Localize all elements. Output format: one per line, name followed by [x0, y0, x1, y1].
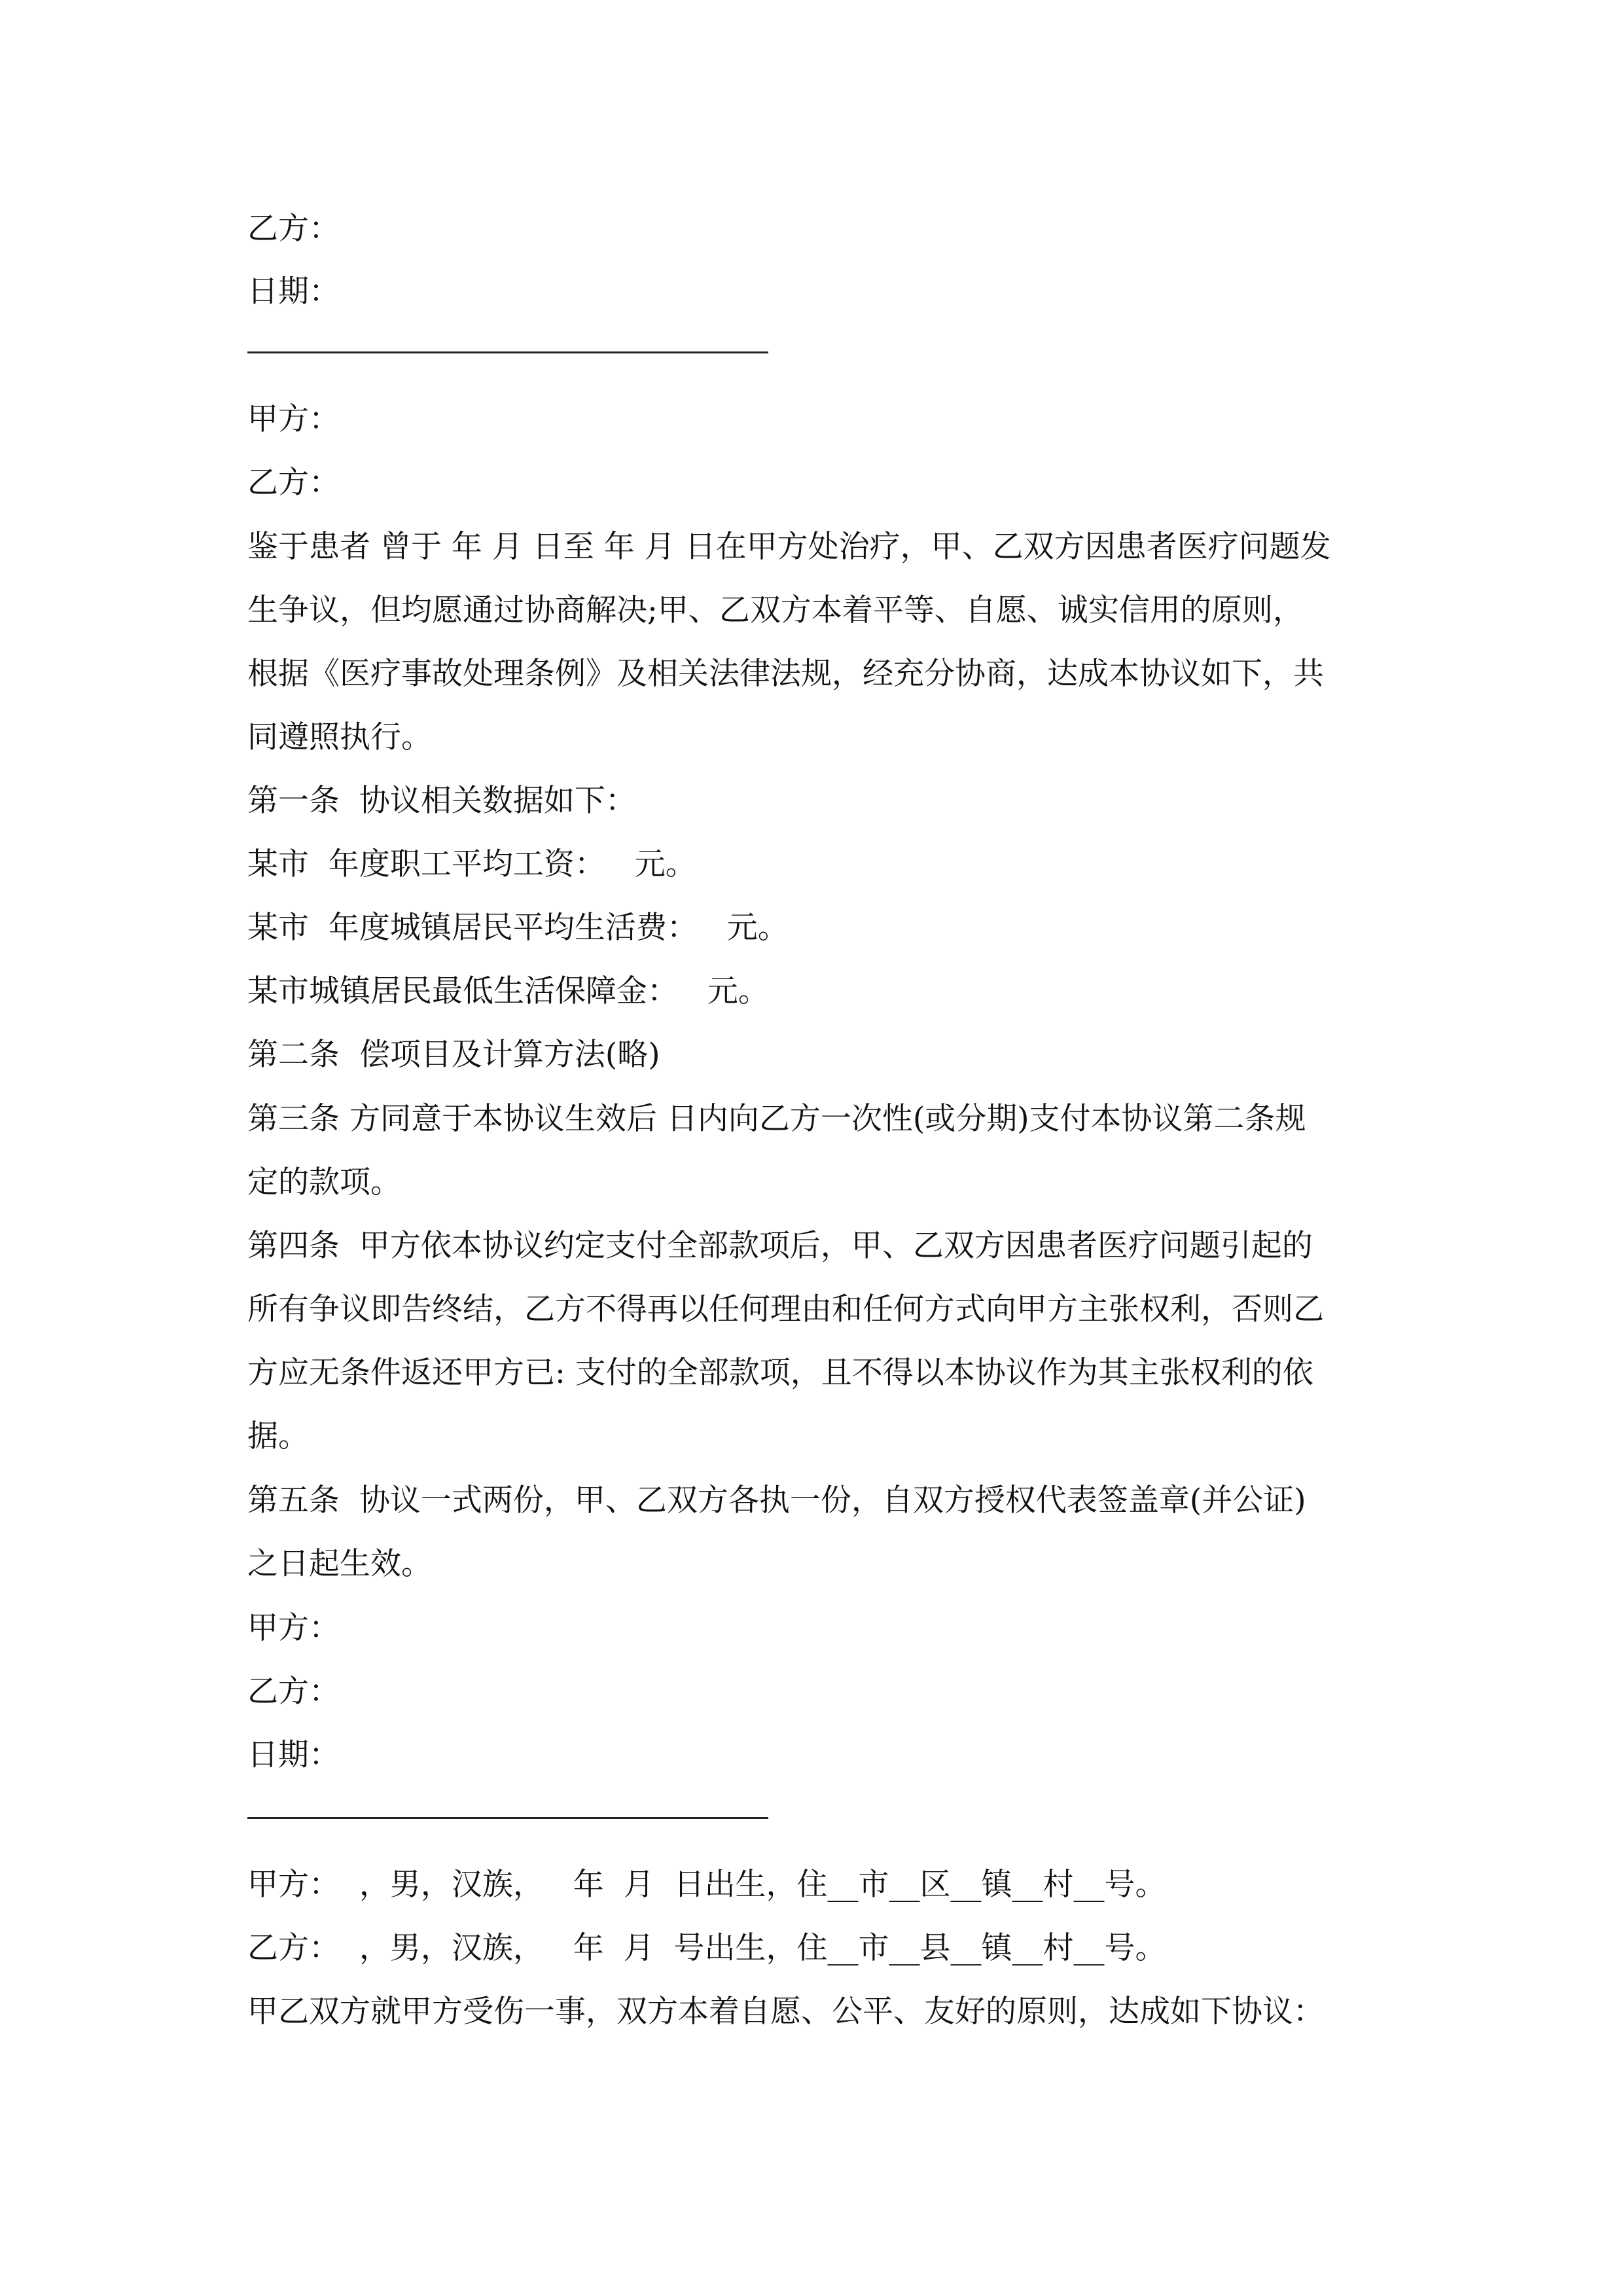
article-4-line: 据。 — [247, 1418, 309, 1454]
article-3-line: 第三条 方同意于本协议生效后 日内向乙方一次性(或分期)支付本协议第二条规 — [247, 1101, 1306, 1137]
preamble-line: 同遵照执行。 — [247, 719, 432, 755]
section-divider — [247, 1817, 768, 1819]
party-b-label: 乙方： — [247, 211, 340, 247]
article-4-line: 所有争议即告终结，乙方不得再以任何理由和任何方式向甲方主张权利，否则乙 — [247, 1291, 1324, 1327]
party-a-info: 甲方： ，男，汉族， 年 月 日出生，住__市__区__镇__村__号。 — [247, 1867, 1166, 1903]
article-2: 第二条 偿项目及计算方法(略) — [247, 1037, 660, 1073]
article-5-line: 第五条 协议一式两份，甲、乙双方各执一份，自双方授权代表签盖章(并公证) — [247, 1482, 1306, 1518]
data-line-living-cost: 某市 年度城镇居民平均生活费： 元。 — [247, 910, 789, 946]
data-line-average-wage: 某市 年度职工平均工资： 元。 — [247, 846, 696, 882]
article-3-line: 定的款项。 — [247, 1164, 401, 1200]
article-4-line: 方应无条件返还甲方已: 支付的全部款项，且不得以本协议作为其主张权利的依 — [247, 1355, 1313, 1391]
preamble-line: 鉴于患者 曾于 年 月 日至 年 月 日在甲方处治疗，甲、乙双方因患者医疗问题发 — [247, 529, 1331, 565]
signature-party-b: 乙方： — [247, 1674, 340, 1710]
preamble-line: 生争议，但均愿通过协商解决;甲、乙双方本着平等、自愿、诚实信用的原则， — [247, 592, 1304, 628]
article-4-line: 第四条 甲方依本协议约定支付全部款项后，甲、乙双方因患者医疗问题引起的 — [247, 1228, 1313, 1264]
signature-party-a: 甲方： — [247, 1610, 340, 1646]
party-a-label: 甲方： — [247, 401, 340, 437]
signature-date: 日期： — [247, 1737, 340, 1773]
article-5-line: 之日起生效。 — [247, 1546, 432, 1582]
party-b-info: 乙方： ，男，汉族， 年 月 号出生，住__市__县__镇__村__号。 — [247, 1930, 1166, 1966]
preamble-line: 根据《医疗事故处理条例》及相关法律法规，经充分协商，达成本协议如下，共 — [247, 656, 1324, 692]
section-divider — [247, 351, 768, 353]
date-label: 日期： — [247, 274, 340, 310]
data-line-minimum-security: 某市城镇居民最低生活保障金： 元。 — [247, 973, 769, 1009]
agreement-intro: 甲乙双方就甲方受伤一事，双方本着自愿、公平、友好的原则，达成如下协议： — [247, 1994, 1324, 2030]
party-b-label: 乙方： — [247, 465, 340, 501]
article-1-title: 第一条 协议相关数据如下： — [247, 783, 636, 819]
